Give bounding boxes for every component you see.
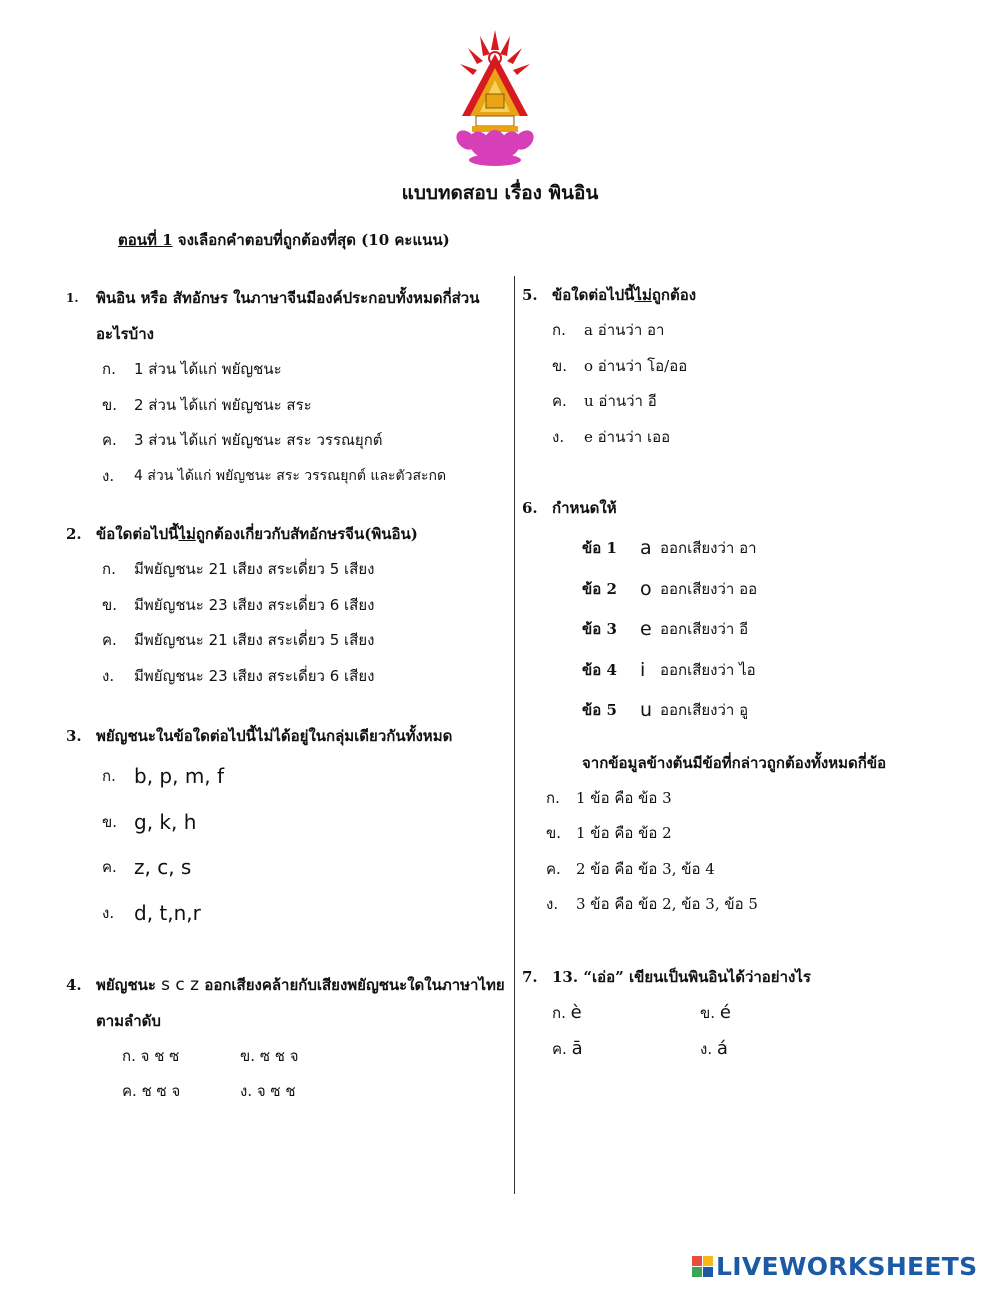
question-6-option-c[interactable] bbox=[546, 852, 982, 888]
question-6-stem bbox=[522, 490, 982, 526]
item-key: ข้อ 1 bbox=[582, 539, 617, 557]
item-letter: i bbox=[640, 658, 646, 681]
question-2-option-a[interactable] bbox=[102, 552, 506, 588]
question-5 bbox=[522, 277, 962, 455]
question-6-option-d[interactable] bbox=[546, 887, 982, 923]
question-3-option-b[interactable] bbox=[102, 800, 506, 846]
item-letter: u bbox=[640, 699, 653, 721]
question-4-option-c[interactable] bbox=[122, 1074, 240, 1109]
question-4-option-d[interactable] bbox=[240, 1074, 350, 1109]
option-label: ง. bbox=[102, 466, 115, 485]
item-letter: a bbox=[640, 537, 652, 559]
option-text: 2 ข้อ คือ ข้อ 3, ข้อ 4 bbox=[576, 859, 715, 878]
option-text: ช ซ จ bbox=[141, 1082, 181, 1100]
option-label: ก. bbox=[122, 1047, 136, 1065]
question-5-option-c[interactable] bbox=[552, 384, 962, 420]
option-label: ง. bbox=[546, 895, 559, 913]
question-4 bbox=[66, 967, 506, 1109]
option-label: ก. bbox=[552, 1004, 566, 1022]
question-1 bbox=[66, 280, 506, 494]
option-text: 4 ส่วน ได้แก่ พยัญชนะ สระ วรรณยุกต์ และตัวสะกด bbox=[134, 467, 447, 484]
question-2-number: 2. bbox=[66, 525, 82, 543]
option-label: ง. bbox=[102, 666, 115, 685]
question-7-option-a[interactable] bbox=[552, 995, 700, 1031]
question-2-text-underlined: ไม่ bbox=[178, 525, 196, 543]
option-label: ค. bbox=[552, 392, 567, 410]
option-text: มีพยัญชนะ 23 เสียง สระเดี่ยว 6 เสียง bbox=[134, 595, 375, 614]
option-text: มีพยัญชนะ 21 เสียง สระเดี่ยว 5 เสียง bbox=[134, 631, 375, 649]
item-key: ข้อ 4 bbox=[582, 660, 617, 679]
option-text: 1 ส่วน ได้แก่ พยัญชนะ bbox=[134, 360, 282, 378]
item-text: ออกเสียงว่า ออ bbox=[660, 579, 758, 598]
question-7-options bbox=[522, 995, 962, 1067]
question-1-text: พินอิน หรือ สัทอักษร ในภาษาจีนมีองค์ประกอบทั้งหมดกี่ส่วน อะไรบ้าง bbox=[96, 289, 480, 343]
option-label: ข. bbox=[546, 824, 562, 842]
question-1-option-a[interactable] bbox=[102, 352, 506, 388]
option-label: ก. bbox=[546, 788, 560, 807]
question-6 bbox=[522, 490, 982, 923]
section-instruction-text: จงเลือกคำตอบที่ถูกต้องที่สุด (10 คะแนน) bbox=[172, 231, 450, 249]
option-text: a อ่านว่า อา bbox=[584, 321, 665, 339]
question-5-number: 5. bbox=[522, 286, 538, 304]
option-text: b, p, m, f bbox=[134, 764, 225, 788]
option-text: จ ซ ช bbox=[256, 1082, 296, 1100]
question-5-option-d[interactable] bbox=[552, 420, 962, 456]
option-text: 2 ส่วน ได้แก่ พยัญชนะ สระ bbox=[134, 395, 312, 414]
question-4-option-a[interactable] bbox=[122, 1039, 240, 1074]
option-text: 3 ข้อ คือ ข้อ 2, ข้อ 3, ข้อ 5 bbox=[576, 895, 758, 913]
question-1-option-c[interactable] bbox=[102, 423, 506, 459]
item-key: ข้อ 2 bbox=[582, 579, 617, 598]
question-6-number: 6. bbox=[522, 499, 538, 517]
item-text: ออกเสียงว่า อู bbox=[660, 701, 749, 719]
question-6-item-2 bbox=[582, 569, 982, 610]
liveworksheets-brand[interactable] bbox=[692, 1252, 977, 1281]
question-3 bbox=[66, 718, 506, 936]
option-text: d, t,n,r bbox=[134, 900, 201, 925]
question-7-stem bbox=[522, 959, 962, 995]
question-7-number: 7. bbox=[522, 968, 538, 986]
question-3-stem bbox=[66, 718, 506, 754]
option-label: ค. bbox=[552, 1040, 567, 1058]
question-4-number: 4. bbox=[66, 976, 82, 994]
option-text: g, k, h bbox=[134, 809, 197, 834]
question-5-stem bbox=[522, 277, 962, 313]
question-2-text-b: ถูกต้องเกี่ยวกับสัทอักษรจีน(พินอิน) bbox=[195, 525, 418, 543]
question-4-text-b: ออกเสียงคล้ายกับเสียงพยัญชนะใดในภาษาไทย ตามลำดับ bbox=[96, 976, 505, 1030]
question-2-option-b[interactable] bbox=[102, 588, 506, 624]
question-7-option-c[interactable] bbox=[552, 1031, 700, 1067]
question-7 bbox=[522, 959, 962, 1067]
option-label: ข. bbox=[552, 356, 568, 375]
option-label: ข. bbox=[700, 1004, 716, 1022]
question-3-number: 3. bbox=[66, 727, 82, 745]
option-label: ข. bbox=[102, 812, 118, 831]
question-3-option-c[interactable] bbox=[102, 845, 506, 891]
question-5-option-b[interactable] bbox=[552, 349, 962, 385]
school-emblem-logo bbox=[450, 28, 540, 168]
option-label: ค. bbox=[122, 1082, 137, 1100]
option-text: จ ช ซ bbox=[140, 1047, 180, 1065]
question-6-prompt: จากข้อมูลข้างต้นมีข้อที่กล่าวถูกต้องทั้งหมดกี่ข้อ bbox=[582, 753, 887, 772]
option-text: u อ่านว่า อี bbox=[584, 392, 657, 410]
option-label: ข. bbox=[240, 1047, 256, 1065]
option-text: z, c, s bbox=[134, 855, 192, 879]
question-7-text: 13. “เอ่อ” เขียนเป็นพินอินได้ว่าอย่างไร bbox=[552, 968, 811, 986]
option-text: o อ่านว่า โอ/ออ bbox=[584, 356, 688, 375]
item-key: ข้อ 3 bbox=[582, 620, 617, 638]
question-2-option-c[interactable] bbox=[102, 623, 506, 659]
question-7-option-d[interactable] bbox=[700, 1031, 820, 1067]
question-4-text-a: พยัญชนะ bbox=[96, 976, 162, 994]
question-1-option-d[interactable] bbox=[102, 459, 506, 495]
option-label: ค. bbox=[102, 858, 117, 876]
page-title: แบบทดสอบ เรื่อง พินอิน bbox=[401, 182, 599, 204]
section-instruction bbox=[118, 228, 450, 252]
item-text: ออกเสียงว่า ไอ bbox=[660, 660, 756, 679]
question-1-stem bbox=[66, 280, 506, 352]
option-label: ง. bbox=[700, 1040, 713, 1058]
question-6-item-4 bbox=[582, 650, 982, 691]
item-text: ออกเสียงว่า อา bbox=[660, 539, 757, 557]
liveworksheets-logo-icon bbox=[692, 1256, 713, 1277]
option-label: ข. bbox=[102, 395, 118, 414]
question-1-number: 1. bbox=[66, 291, 79, 305]
option-text: ā bbox=[571, 1038, 583, 1059]
option-text: á bbox=[716, 1038, 728, 1059]
question-4-options bbox=[66, 1039, 506, 1109]
item-key: ข้อ 5 bbox=[582, 701, 617, 719]
question-6-option-a[interactable] bbox=[546, 781, 982, 817]
question-3-option-d[interactable] bbox=[102, 891, 506, 937]
question-5-option-a[interactable] bbox=[552, 313, 962, 349]
question-6-option-b[interactable] bbox=[546, 816, 982, 852]
question-6-item-1 bbox=[582, 528, 982, 569]
item-letter: e bbox=[640, 618, 652, 640]
column-divider bbox=[514, 276, 515, 1194]
question-3-option-a[interactable] bbox=[102, 754, 506, 800]
question-2-stem bbox=[66, 516, 506, 552]
option-text: ซ ช จ bbox=[259, 1047, 299, 1065]
option-label: ง. bbox=[240, 1082, 253, 1100]
option-text: 1 ข้อ คือ ข้อ 3 bbox=[576, 788, 672, 807]
option-label: ก. bbox=[102, 360, 116, 378]
option-label: ค. bbox=[546, 859, 561, 878]
option-label: ค. bbox=[102, 431, 117, 449]
option-label: ค. bbox=[102, 631, 117, 649]
question-4-option-b[interactable] bbox=[240, 1039, 350, 1074]
question-5-text-b: ถูกต้อง bbox=[651, 286, 697, 304]
option-text: 3 ส่วน ได้แก่ พยัญชนะ สระ วรรณยุกต์ bbox=[134, 431, 383, 449]
question-2-option-d[interactable] bbox=[102, 659, 506, 695]
liveworksheets-wordmark: LIVEWORKSHEETS bbox=[716, 1252, 978, 1281]
question-4-letters: s c z bbox=[161, 975, 200, 995]
option-text: 1 ข้อ คือ ข้อ 2 bbox=[576, 824, 672, 842]
question-6-item-5 bbox=[582, 690, 982, 731]
option-label: ก. bbox=[102, 560, 116, 578]
question-5-text-underlined: ไม่ bbox=[634, 286, 652, 304]
question-1-option-b[interactable] bbox=[102, 388, 506, 424]
section-part-label: ตอนที่ 1 bbox=[118, 231, 173, 249]
question-6-item-3 bbox=[582, 609, 982, 650]
option-label: ข. bbox=[102, 595, 118, 614]
option-text: มีพยัญชนะ 21 เสียง สระเดี่ยว 5 เสียง bbox=[134, 560, 375, 578]
option-label: ก. bbox=[552, 321, 566, 339]
question-6-items bbox=[522, 528, 982, 731]
option-text: มีพยัญชนะ 23 เสียง สระเดี่ยว 6 เสียง bbox=[134, 666, 375, 685]
option-text: e อ่านว่า เออ bbox=[584, 427, 671, 446]
question-2-text-a: ข้อใดต่อไปนี้ bbox=[96, 525, 179, 543]
question-3-text: พยัญชนะในข้อใดต่อไปนี้ไม่ได้อยู่ในกลุ่มเดียวกันทั้งหมด bbox=[96, 727, 453, 745]
option-label: ก. bbox=[102, 767, 116, 785]
option-text: è bbox=[570, 1002, 582, 1023]
option-text: é bbox=[719, 1002, 731, 1023]
question-7-option-b[interactable] bbox=[700, 995, 820, 1031]
item-letter: o bbox=[640, 577, 652, 600]
option-label: ง. bbox=[102, 903, 115, 922]
lotus-base bbox=[453, 127, 538, 166]
item-text: ออกเสียงว่า อี bbox=[660, 620, 749, 638]
question-6-text: กำหนดให้ bbox=[552, 499, 617, 517]
question-2 bbox=[66, 516, 506, 694]
question-5-text-a: ข้อใดต่อไปนี้ bbox=[552, 286, 635, 304]
question-4-stem bbox=[66, 967, 506, 1039]
option-label: ง. bbox=[552, 427, 565, 446]
